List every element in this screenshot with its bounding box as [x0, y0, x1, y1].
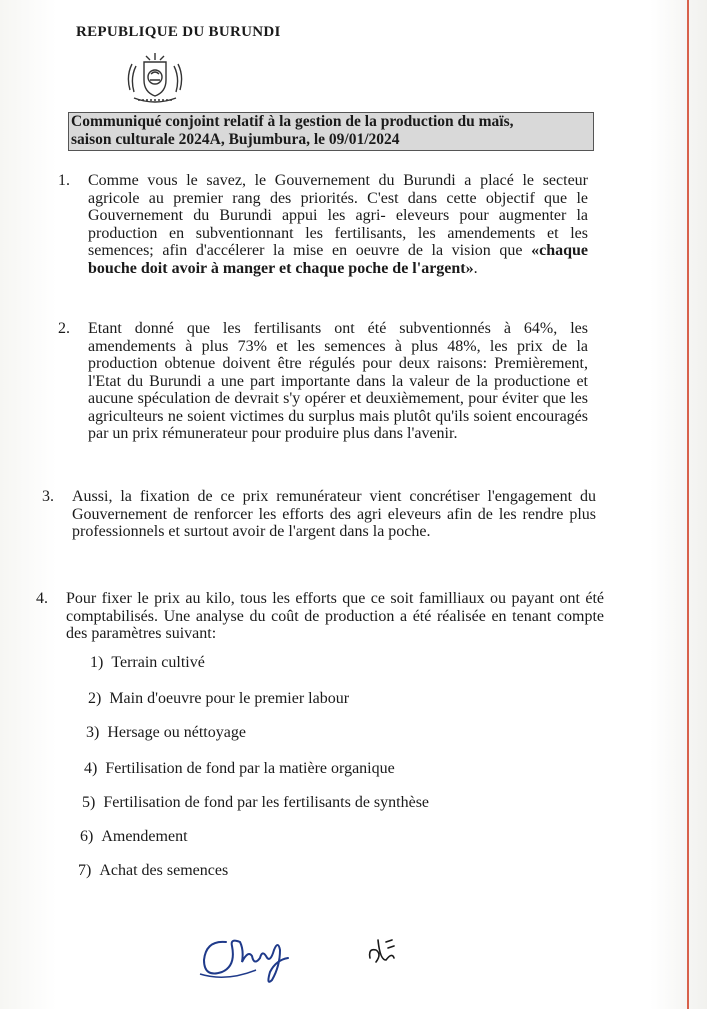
- list-number: 6): [80, 828, 94, 845]
- signature-icon: [196, 920, 292, 990]
- list-label: Hersage ou néttoyage: [107, 724, 246, 741]
- list-item: [78, 862, 228, 880]
- list-label: Fertilisation de fond par les fertilisants de synthèse: [103, 794, 430, 811]
- list-label: Fertilisation de fond par la matière organique: [105, 760, 395, 777]
- list-label: Terrain cultivé: [111, 654, 205, 671]
- list-item: [84, 760, 395, 778]
- list-label: Achat des semences: [99, 862, 229, 879]
- paragraph-3: [42, 488, 596, 541]
- list-item: [88, 690, 349, 708]
- paragraph-tail: .: [473, 259, 478, 277]
- paragraph-text: Pour fixer le prix au kilo, tous les efforts que ce soit familliaux ou payant ont été comptabilisés. Une analyse du coût de production a été réalisée en tenant compte des paramètres suivant:: [66, 590, 604, 642]
- initials-icon: [364, 930, 404, 970]
- paragraph-number: 1.: [58, 172, 70, 189]
- paragraph-bold-text: «chaque bouche doit avoir à manger et chaque poche de l'argent»: [88, 242, 588, 277]
- list-number: 2): [88, 690, 102, 707]
- paragraph-number: 2.: [58, 320, 70, 337]
- title-line-2: saison culturale 2024A, Bujumbura, le 09/01/2024: [71, 131, 400, 148]
- paragraph-number: 3.: [42, 488, 54, 505]
- header-republic: REPUBLIQUE DU BURUNDI: [76, 24, 281, 40]
- paragraph-4: [36, 590, 604, 643]
- list-label: Amendement: [101, 828, 188, 845]
- title-line-1: Communiqué conjoint relatif à la gestion de la production du maïs,: [71, 113, 514, 130]
- list-number: 3): [86, 724, 100, 741]
- margin-line: [687, 0, 689, 1009]
- list-label: Main d'oeuvre pour le premier labour: [109, 690, 350, 707]
- list-number: 1): [90, 654, 104, 671]
- paragraph-text: Etant donné que les fertilisants ont été subventionnés à 64%, les amendements à plus 73% et les semences à plus 48%, les prix de la production obtenue doivent être régulés pour deux raisons: Premièrement, l'Etat du Burundi a une part importante dans la valeur de la productione et aucune spéculation de devrait s'y opérer et deuxièmement, pour éviter que les agriculteurs ne soient victimes du surplus mais plutôt qu'ils soient encouragés par un prix rémunerateur pour produire plus dans l'avenir.: [88, 320, 588, 442]
- list-number: 5): [82, 794, 96, 811]
- paragraph-2: [58, 320, 588, 443]
- title-box: [68, 112, 594, 151]
- paragraph-text: Aussi, la fixation de ce prix remunérateur vient concrétiser l'engagement du Gouvernement de renforcer les efforts des agri eleveurs afin de les rendre plus professionnels et surtout avoir de l'argent dans la poche.: [72, 488, 596, 540]
- paragraph-number: 4.: [36, 590, 48, 607]
- list-item: [82, 794, 429, 812]
- list-item: [86, 724, 246, 742]
- list-item: [90, 654, 205, 672]
- coat-of-arms-icon: [120, 50, 190, 106]
- list-item: [80, 828, 188, 846]
- list-number: 7): [78, 862, 92, 879]
- paragraph-text: Comme vous le savez, le Gouvernement du Burundi a placé le secteur agricole au premier rang des priorités. C'est dans cette objectif que le Gouvernement du Burundi appui les agri- eleveurs pour augmenter la production en subventionnant les fertilisants, les amendements et les semences; afin d'accélerer la mise en oeuvre de la vision que: [88, 172, 588, 259]
- list-number: 4): [84, 760, 98, 777]
- paragraph-1: [58, 172, 588, 277]
